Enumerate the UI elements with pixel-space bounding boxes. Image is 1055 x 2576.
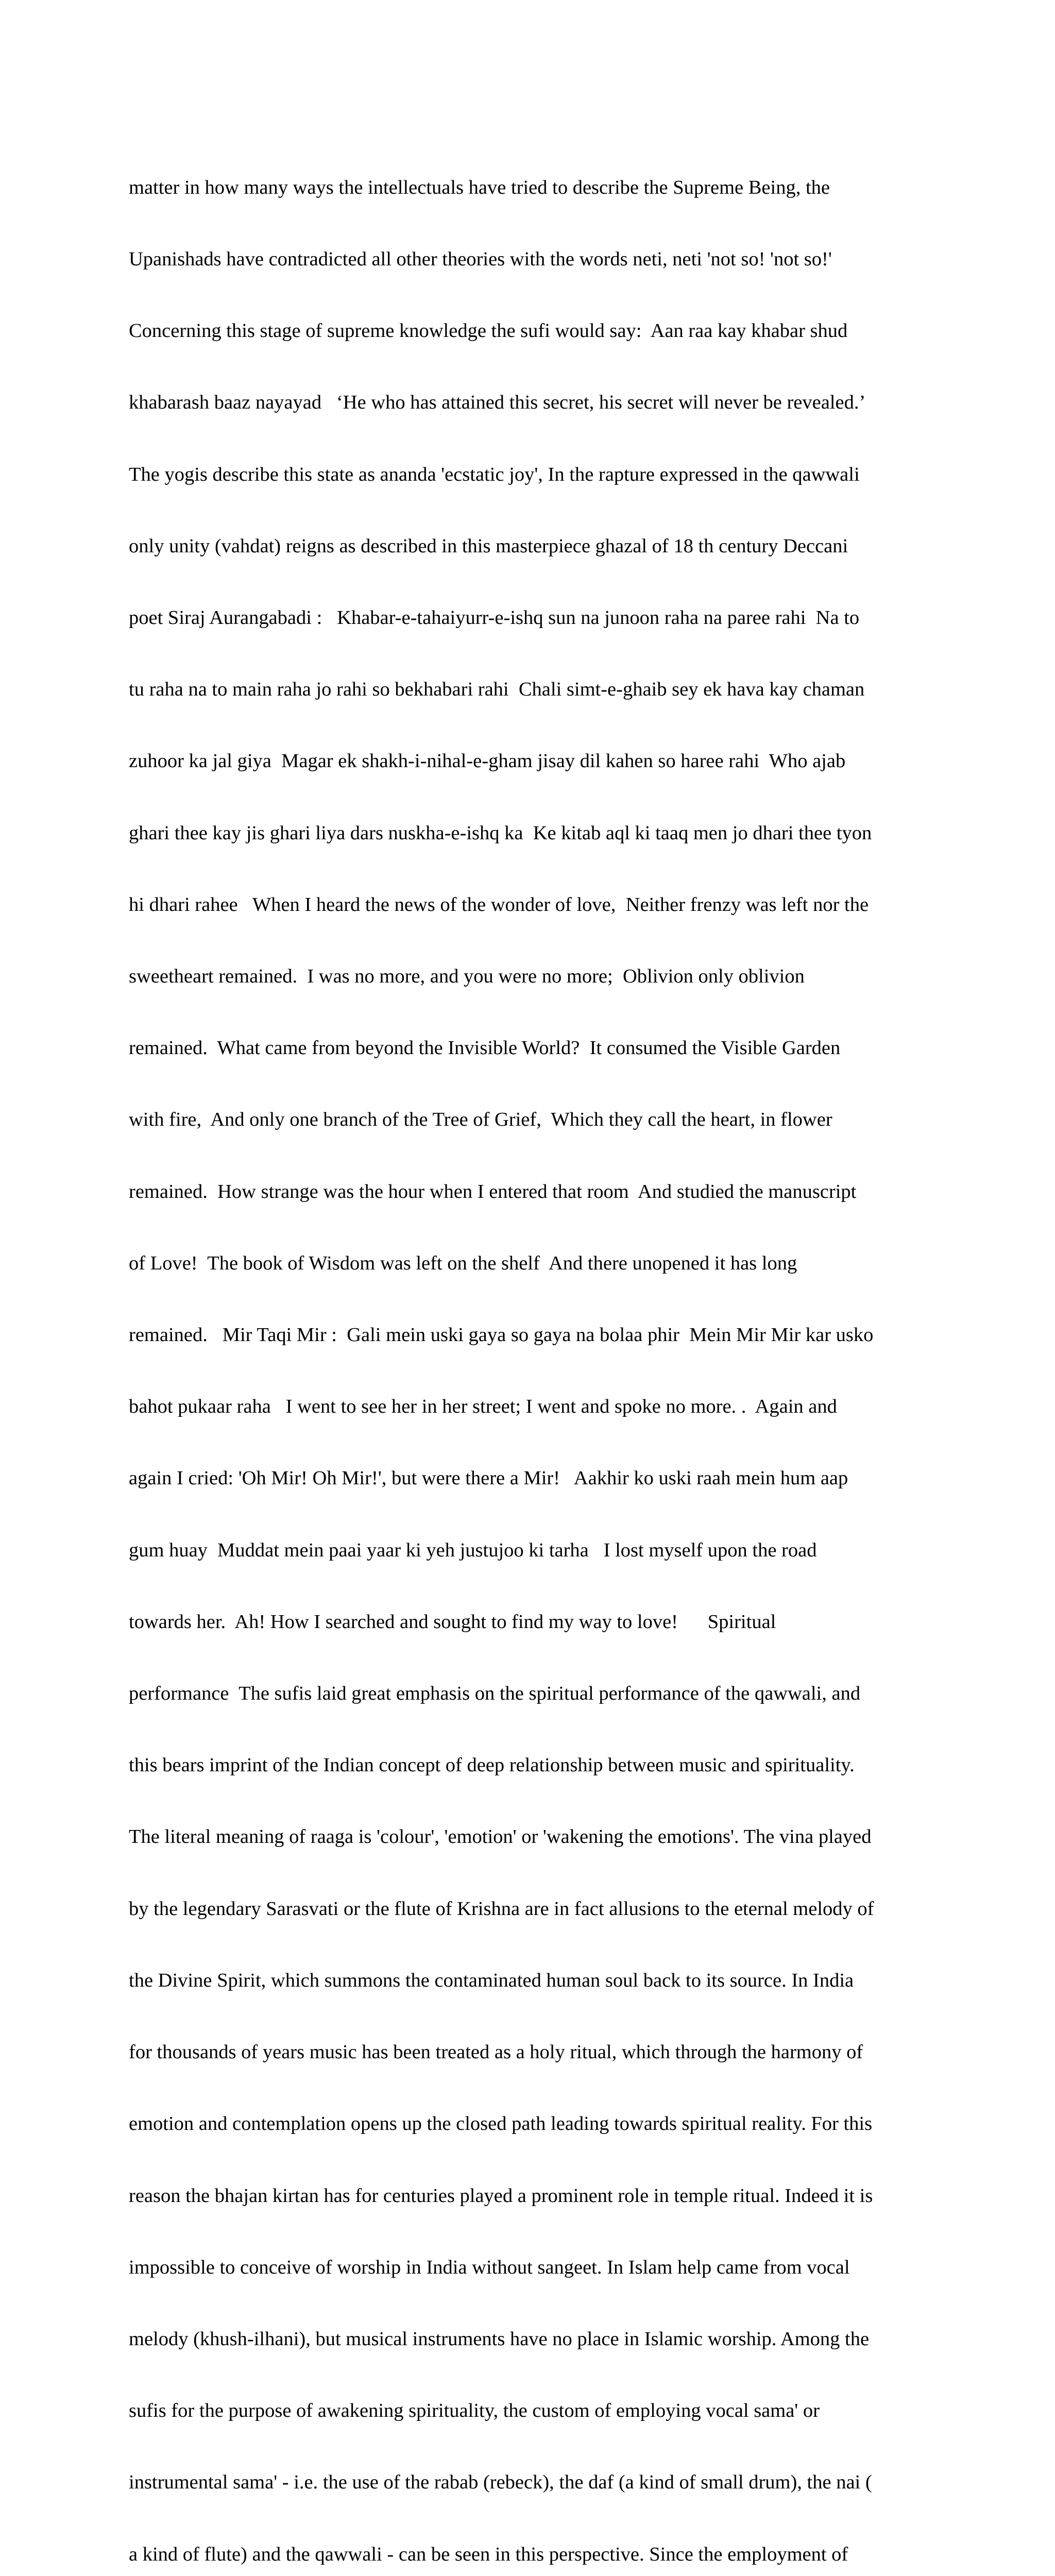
text-line: The literal meaning of raaga is 'colour', 'emotion' or 'wakening the emotions'. The vina played [129, 1826, 872, 1848]
text-line: melody (khush-ilhani), but musical instruments have no place in Islamic worship. Among the [129, 2328, 870, 2350]
text-line: remained. What came from beyond the Invisible World? It consumed the Visible Garden [129, 1037, 841, 1059]
text-line: ghari thee kay jis ghari liya dars nuskha-e-ishq ka Ke kitab aql ki taaq men jo dhari thee tyon [129, 822, 872, 844]
text-line: performance The sufis laid great emphasis on the spiritual performance of the qawwali, and [129, 1683, 861, 1705]
text-line: poet Siraj Aurangabadi : Khabar-e-tahaiyurr-e-ishq sun na junoon raha na paree rahi Na to [129, 607, 860, 629]
text-line: by the legendary Sarasvati or the flute of Krishna are in fact allusions to the eternal melody of [129, 1897, 874, 1920]
text-line: the Divine Spirit, which summons the contaminated human soul back to its source. In India [129, 1969, 854, 1991]
text-line: matter in how many ways the intellectuals have tried to describe the Supreme Being, the [129, 176, 830, 198]
text-line: sweetheart remained. I was no more, and you were no more; Oblivion only oblivion [129, 965, 805, 988]
text-line: remained. How strange was the hour when I entered that room And studied the manuscript [129, 1180, 857, 1202]
text-line: Concerning this stage of supreme knowledge the sufi would say: Aan raa kay khabar shud [129, 320, 848, 342]
text-line: this bears imprint of the Indian concept of deep relationship between music and spirituality. [129, 1754, 855, 1776]
text-line: gum huay Muddat mein paai yaar ki yeh justujoo ki tarha I lost myself upon the road [129, 1539, 817, 1561]
text-line: emotion and contemplation opens up the closed path leading towards spiritual reality. For this [129, 2113, 873, 2135]
text-line: instrumental sama' - i.e. the use of the rabab (rebeck), the daf (a kind of small drum), the nai ( [129, 2471, 872, 2494]
text-line: a kind of flute) and the qawwali - can be seen in this perspective. Since the employment of [129, 2543, 848, 2565]
text-line: zuhoor ka jal giya Magar ek shakh-i-nihal-e-gham jisay dil kahen so haree rahi Who ajab [129, 750, 846, 772]
text-line: remained. Mir Taqi Mir : Gali mein uski gaya so gaya na bolaa phir Mein Mir Mir kar usko [129, 1324, 874, 1346]
body-text [129, 128, 943, 2576]
text-line: bahot pukaar raha I went to see her in her street; I went and spoke no more. . Again and [129, 1396, 837, 1418]
text-line: with fire, And only one branch of the Tree of Grief, Which they call the heart, in flower [129, 1109, 832, 1131]
text-line: Upanishads have contradicted all other theories with the words neti, neti 'not so! 'not so!' [129, 248, 832, 270]
text-line: reason the bhajan kirtan has for centuries played a prominent role in temple ritual. Indeed it is [129, 2184, 873, 2207]
text-line: tu raha na to main raha jo rahi so bekhabari rahi Chali simt-e-ghaib sey ek hava kay chaman [129, 679, 865, 701]
text-line: sufis for the purpose of awakening spirituality, the custom of employing vocal sama' or [129, 2400, 820, 2422]
text-line: of Love! The book of Wisdom was left on the shelf And there unopened it has long [129, 1252, 797, 1274]
text-line: towards her. Ah! How I searched and sought to find my way to love! Spiritual [129, 1611, 776, 1633]
text-line: again I cried: 'Oh Mir! Oh Mir!', but were there a Mir! Aakhir ko uski raah mein hum aap [129, 1467, 848, 1489]
text-line: only unity (vahdat) reigns as described in this masterpiece ghazal of 18 th century Deccani [129, 535, 848, 557]
text-line: for thousands of years music has been treated as a holy ritual, which through the harmony of [129, 2041, 863, 2063]
text-line: impossible to conceive of worship in India without sangeet. In Islam help came from vocal [129, 2256, 850, 2278]
text-line: khabarash baaz nayayad ‘He who has attained this secret, his secret will never be revealed.’ [129, 392, 866, 414]
text-line: The yogis describe this state as ananda 'ecstatic joy', In the rapture expressed in the qawwali [129, 463, 860, 485]
text-line: hi dhari rahee When I heard the news of the wonder of love, Neither frenzy was left nor the [129, 893, 869, 916]
